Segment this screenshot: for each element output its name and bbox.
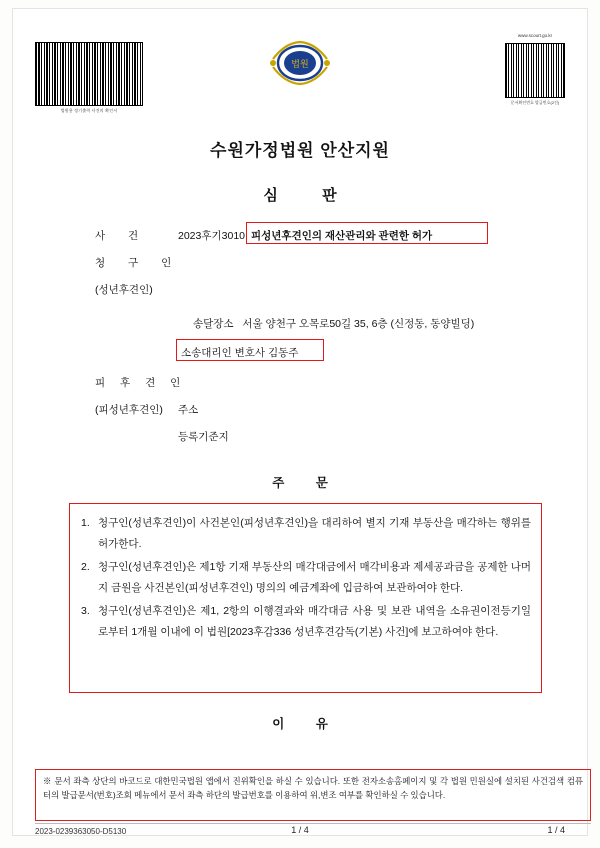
order-number: 1. [81,517,90,529]
list-item [81,513,531,555]
order-number: 2. [81,561,90,573]
claimant-label: 청 구 인 [95,257,182,269]
ward-label: 피 후 견 인 [95,377,187,389]
page-indicator-center: 1 / 4 [291,825,309,835]
court-emblem-icon [267,37,333,89]
order-number: 3. [81,605,90,617]
delivery-address-row [193,316,474,331]
order-text: 청구인(성년후견인)이 사건본인(피성년후견인)을 대리하여 별지 기재 부동산을 매각하는 행위를 허가한다. [98,517,531,550]
barcode-right-caption: 문서확인번호 발급번호(2건) [510,100,560,105]
reason-heading: 이 유 [272,717,342,731]
case-label: 사 건 [95,230,149,242]
list-item [81,601,531,643]
list-item [81,557,531,599]
document-title: 심 판 [263,187,357,204]
order-text: 청구인(성년후견인)은 제1항 기재 부동산의 매각대금에서 매각비용과 제세공과금을 공제한 나머지 금원을 사건본인(피성년후견인) 명의의 예금계좌에 입금하여 보관하여야 한다. [98,561,531,594]
attorney-label: 소송대리인 변호사 김동주 [181,347,299,359]
delivery-address: 서울 양천구 오목로50길 35, 6층 (신정동, 동양빌딩) [242,318,475,330]
claimant-sub-label: (성년후견인) [95,284,153,296]
order-list [81,513,531,645]
order-heading: 주 문 [272,476,342,490]
footer-note-text: ※ 문서 좌측 상단의 바코드로 대한민국법원 앱에서 진위확인을 하실 수 있습니다. 또한 전자소송홈페이지 및 각 법원 민원실에 설치된 사건검색 컴퓨터의 발급문서(번호)조회 메뉴에서 문서 좌측 하단의 발급번호를 이용하여 위,변조 여부를 확인하실 수 있습니다. [43,776,583,800]
case-title: 피성년후견인의 재산관리와 관련한 허가 [251,230,433,242]
barcode-left-icon [35,42,143,106]
footer-note-box [35,769,591,821]
order-text: 청구인(성년후견인)은 제1, 2항의 이행결과와 매각대금 사용 및 보관 내역을 소유권이전등기일로부터 1개월 이내에 이 법원[2023후감336 성년후견감독(기본) 사건]에 보고하여야 한다. [98,605,531,638]
court-website-url: www.scourt.go.kr [517,33,553,38]
delivery-label: 송달장소 [193,318,234,330]
case-number: 2023후기3010 [178,230,246,242]
svg-text:법원: 법원 [291,59,309,69]
footer-divider [35,823,591,824]
address-label: 주소 [178,404,199,416]
barcode-left-caption: 법원용 정기출력 사건의 확인서 [60,108,118,113]
page-indicator-right: 1 / 4 [547,825,565,835]
registry-label: 등록기준지 [178,431,229,443]
document-sheet [12,8,588,836]
barcode-right-icon [505,43,565,98]
court-title: 수원가정법원 안산지원 [210,141,390,160]
ward-sub-label: (피성년후견인) [95,404,163,416]
issue-number: 2023-0239363050-D5130 [35,827,127,836]
